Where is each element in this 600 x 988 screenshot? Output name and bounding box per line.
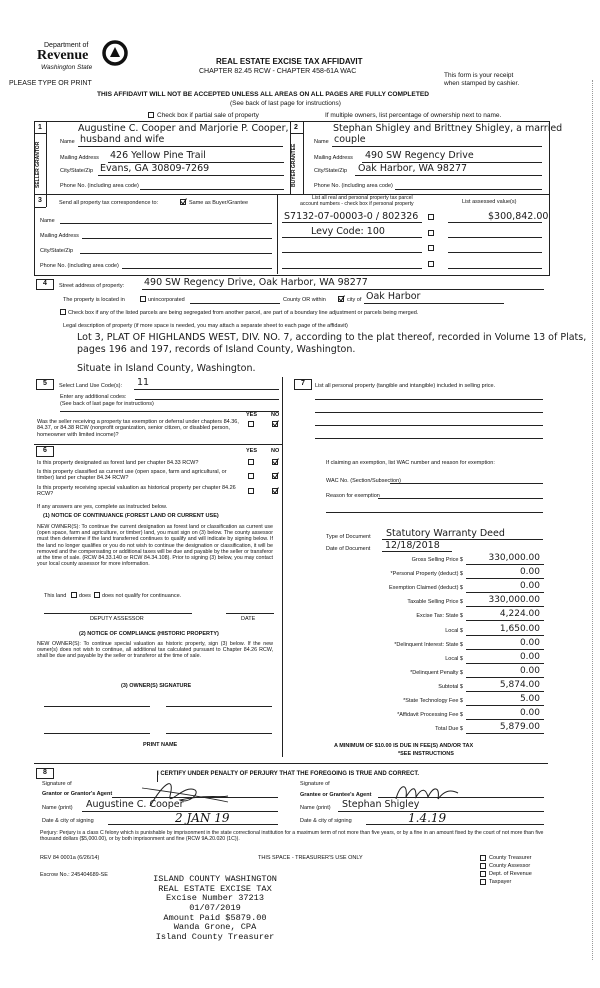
grantee-agent-label: Grantee or Grantee's Agent (300, 792, 372, 798)
tax-row-value[interactable]: 5,874.00 (499, 679, 540, 690)
stamp-line: Island County Treasurer (155, 931, 275, 942)
correspondence-phone-label: Phone No. (including area code) (40, 263, 119, 269)
certify-statement: I CERTIFY UNDER PENALTY OF PERJURY THAT THE FOREGOING IS TRUE AND CORRECT. (157, 771, 420, 777)
tax-row-value[interactable]: 330,000.00 (488, 553, 540, 563)
taxpayer-checkbox[interactable] (480, 879, 486, 885)
unincorporated-checkbox[interactable] (140, 296, 146, 302)
tax-row-label: *Affidavit Processing Fee $ (397, 712, 463, 719)
tax-row-value[interactable]: 0.00 (519, 665, 540, 676)
tax-row-value[interactable]: 5.00 (519, 694, 540, 704)
if-yes-note: If any answers are yes, complete as instructed below. (37, 504, 168, 510)
section-3-number: 3 (38, 197, 42, 204)
tax-row-value[interactable]: 0.00 (519, 637, 540, 648)
buyer-name-line1[interactable]: Stephan Shigley and Brittney Shigley, a married (333, 123, 563, 134)
form-subtitle: CHAPTER 82.45 RCW - CHAPTER 458-61A WAC (199, 68, 357, 75)
stamp-line: ISLAND COUNTY WASHINGTON (153, 874, 277, 884)
unincorporated-label: unincorporated (148, 297, 185, 303)
county-assessor-checkbox[interactable] (480, 863, 486, 869)
forest-land-question: Is this property designated as forest land per chapter 84.33 RCW? (37, 460, 199, 466)
tax-row-value[interactable]: 330,000.00 (488, 595, 540, 606)
treasurer-use-only: THIS SPACE - TREASURER'S USE ONLY (258, 855, 363, 861)
buyer-mailing[interactable]: 490 SW Regency Drive (365, 150, 474, 161)
copy-dept-revenue: Dept. of Revenue (489, 871, 532, 877)
deputy-assessor-label: DEPUTY ASSESSOR (90, 616, 144, 622)
partial-sale-label: Check box if partial sale of property (157, 112, 259, 119)
tax-row-value[interactable]: 0.00 (519, 708, 540, 719)
stamp-line: 01/07/2019 (189, 902, 241, 913)
section-5-no: NO (271, 412, 280, 418)
parcel-list-header-2: account numbers - check box if personal property (300, 201, 414, 207)
tax-row-value[interactable]: 4,224.00 (499, 609, 540, 620)
correspondence-name-label: Name (40, 218, 55, 224)
please-type: PLEASE TYPE OR PRINT (9, 80, 92, 87)
parcel-1-personal-checkbox[interactable] (428, 214, 434, 220)
print-name-label: PRINT NAME (143, 742, 178, 748)
minimum-fee-note: A MINIMUM OF $10.00 IS DUE IN FEE(S) AND/OR TAX (334, 743, 474, 749)
located-in-label: The property is located in (63, 297, 125, 303)
personal-property-label: List all personal property (tangible and intangible) included in selling price. (315, 383, 496, 389)
copy-county-treasurer: County Treasurer (489, 855, 532, 861)
buyer-name-line2[interactable]: couple (334, 134, 366, 145)
seller-exemption-yes-checkbox[interactable] (248, 421, 254, 427)
section-8-number: 8 (36, 768, 54, 779)
legal-line-3[interactable]: Situate in Island County, Washington. (77, 363, 256, 374)
exemption-claim-label: If claiming an exemption, list WAC number and reason for exemption: (326, 460, 495, 466)
tax-row-value[interactable]: 0.00 (519, 567, 540, 578)
tax-row-label: Local $ (445, 627, 463, 634)
see-instructions-note: *SEE INSTRUCTIONS (398, 751, 454, 757)
section-5-see-back: (See back of last page for instructions) (60, 401, 154, 407)
section-4-number: 4 (36, 279, 54, 290)
historic-question: Is this property receiving special valuation as historical property per chapter 84.26 RCW? (37, 485, 236, 498)
land-use-code[interactable]: 11 (137, 377, 150, 388)
grantor-name[interactable]: Augustine C. Cooper (86, 799, 184, 810)
seller-mailing-label: Mailing Address (60, 155, 99, 161)
tax-row-label: Gross Selling Price $ (411, 557, 463, 563)
see-back-note: (See back of last page for instructions) (230, 100, 341, 107)
checkmark-icon (272, 458, 279, 465)
same-as-buyer-label: Same as Buyer/Grantee (189, 200, 249, 206)
grantee-date[interactable]: 1.4.19 (408, 811, 447, 825)
notice-continuance-body: NEW OWNER(S): To continue the current designation as forest land or classification as current use (open space, farm and agriculture, or timber) land, you must sign on (3) below. The county assessor must then determine if the land transferred continues to qualify and will indicate by signing below. If the land no longer qualifies or you do not wish to continue the designation or classification, it will be removed and the compensating or additional taxes will be due and payable by the seller or transferor at the time of sale. (RCW 84.33.140 or RCW 84.34.108). Prior to signing (3) below, you may contact your local county assessor for more information. (37, 524, 273, 568)
dept-line3: Washington State (41, 64, 93, 71)
tax-row-label: Local $ (445, 655, 463, 662)
tax-row-label: Excise Tax: State $ (416, 613, 463, 620)
segregated-label: Check box if any of the listed parcels are being segregated from another parcel, are part of a boundary line adjustment or parcels being merged. (68, 310, 419, 316)
legal-description-label: Legal description of property (if more space is needed, you may attach a separate sheet to each page of the affidavit) (63, 323, 348, 329)
tax-row-label: Total Due $ (435, 726, 463, 733)
seller-name-line2[interactable]: husband and wife (80, 134, 165, 145)
grantee-name-label: Name (print) (300, 805, 331, 811)
stamp-line: Wanda Grone, CPA (173, 922, 257, 933)
parcel-4-personal-checkbox[interactable] (428, 261, 434, 267)
correspondence-city-label: City/State/Zip (40, 248, 74, 254)
buyer-city[interactable]: Oak Harbor, WA 98277 (358, 163, 468, 174)
dept-line1: Department of (44, 42, 89, 49)
buyer-side-label: BUYER GRANTEE (291, 143, 297, 187)
type-document-label: Type of Document (326, 534, 371, 540)
checkmark-icon (272, 420, 279, 427)
warning-banner: THIS AFFIDAVIT WILL NOT BE ACCEPTED UNLESS ALL AREAS ON ALL PAGES ARE FULLY COMPLETED (97, 91, 430, 98)
forest-yes-checkbox[interactable] (248, 459, 254, 465)
tax-row-value[interactable]: 0.00 (519, 651, 540, 662)
tax-row-label: Subtotal $ (438, 683, 463, 690)
parcel-3-personal-checkbox[interactable] (428, 245, 434, 251)
does-qualify-checkbox[interactable] (71, 592, 77, 598)
tax-row-label: *Personal Property (deduct) $ (390, 571, 463, 578)
escrow-number: Escrow No.: 245404689-SE (40, 872, 108, 878)
county-treasurer-checkbox[interactable] (480, 855, 486, 861)
section-5-yes: YES (246, 412, 258, 418)
perjury-notice: Perjury: Perjury is a class C felony which is punishable by imprisonment in the state correctional institution for a maximum term of not more than five years, or by a fine in an amount fixed by the court of not more than five thousand dollars ($5,000.00), or by both imprisonment and fine (RCW 9A.20.020 (1C)). (40, 830, 544, 842)
grantor-signature-label: Signature of (42, 781, 72, 787)
land-use-label: Select Land Use Code(s): (59, 383, 122, 389)
receipt-note-2: when stamped by cashier. (444, 80, 520, 87)
grantor-date-label: Date & city of signing (42, 818, 94, 824)
notice-compliance-title: (2) NOTICE OF COMPLIANCE (HISTORIC PROPERTY) (79, 631, 219, 637)
date-document[interactable]: 12/18/2018 (385, 540, 440, 551)
tax-row-label: *Delinquent Interest: State $ (394, 641, 463, 648)
wac-number-label: WAC No. (Section/Subsection) (326, 478, 401, 484)
stamp-line: REAL ESTATE EXCISE TAX (158, 883, 272, 894)
section-6-no: NO (271, 448, 280, 454)
reason-exemption-label: Reason for exemption (326, 493, 380, 499)
dept-revenue-checkbox[interactable] (480, 871, 486, 877)
buyer-city-label: City/State/Zip (314, 168, 348, 174)
notice-compliance-body: NEW OWNER(S): To continue special valuation as historic property, sign (3) below. If the new owner(s) does not wish to continue, all additional tax calculated pursuant to Chapter 84.26 RCW, shall be due and payable by the seller or transferor at the time of sale. (37, 641, 273, 660)
seller-side-label: SELLER GRANTOR (35, 141, 41, 189)
seller-phone-label: Phone No. (including area code) (60, 183, 139, 189)
assessor-date-label: DATE (241, 616, 256, 622)
checkmark-icon (180, 198, 187, 205)
rev-form-number: REV 84 0001a (6/26/14) (40, 855, 100, 861)
does-not-qualify-checkbox[interactable] (94, 592, 100, 598)
county-or-within-label: County OR within (283, 297, 326, 303)
does-label: does (79, 593, 91, 599)
seller-city[interactable]: Evans, GA 30809-7269 (100, 163, 210, 174)
copy-taxpayer: Taxpayer (489, 879, 512, 885)
section-6-yes: YES (246, 448, 258, 454)
buyer-mailing-label: Mailing Address (314, 155, 353, 161)
checkmark-icon (338, 295, 345, 302)
parcel-2-personal-checkbox[interactable] (428, 230, 434, 236)
logo (34, 42, 134, 78)
grantor-name-label: Name (print) (42, 805, 73, 811)
type-document[interactable]: Statutory Warranty Deed (386, 528, 505, 539)
section-7-number: 7 (294, 379, 312, 390)
tax-row-label: *Delinquent Penalty $ (410, 669, 463, 676)
street-address-label: Street address of property: (59, 283, 125, 289)
checkmark-icon (272, 487, 279, 494)
tax-row-label: *State Technology Fee $ (403, 698, 463, 704)
parcel-number[interactable]: S7132-07-00003-0 / 802326 (284, 211, 419, 222)
grantee-name[interactable]: Stephan Shigley (342, 799, 420, 810)
date-document-label: Date of Document (326, 546, 371, 552)
seller-exemption-question: Was the seller receiving a property tax exemption or deferral under chapters 84.36, 84.37, or 84.38 RCW (nonprofit organization, senior citizen, or disabled person, homeowner with limited income)? (37, 419, 239, 438)
property-city[interactable]: Oak Harbor (366, 291, 421, 302)
section-2-number: 2 (294, 124, 298, 131)
tax-row-label: Taxable Selling Price $ (407, 599, 463, 606)
partial-sale-checkbox[interactable] (148, 112, 154, 118)
tax-row-value[interactable]: 0.00 (519, 581, 540, 592)
additional-codes-label: Enter any additional codes: (60, 394, 127, 400)
correspondence-mailing-label: Mailing Address (40, 233, 79, 239)
grantee-date-label: Date & city of signing (300, 818, 352, 824)
this-land-label: This land (44, 593, 67, 599)
buyer-phone-label: Phone No. (including area code) (314, 183, 393, 189)
assessed-value[interactable]: $300,842.00 (488, 211, 549, 222)
checkmark-icon (272, 472, 279, 479)
section-1-number: 1 (38, 124, 42, 131)
stamp-line: Amount Paid $5879.00 (163, 912, 267, 923)
seller-city-label: City/State/Zip (60, 168, 94, 174)
section-6-number: 6 (36, 446, 54, 457)
current-use-question: Is this property classified as current use (open space, farm and agricultural, or timber) land per chapter 84.34 RCW? (37, 469, 227, 482)
street-address[interactable]: 490 SW Regency Drive, Oak Harbor, WA 98277 (144, 277, 368, 288)
seller-mailing[interactable]: 426 Yellow Pine Trail (110, 150, 206, 161)
legal-line-1[interactable]: Lot 3, PLAT OF HIGHLANDS WEST, DIV. NO. 7, according to the plat thereof, recorded in Volume 13 of Plats, (77, 332, 587, 343)
notice-continuance-title: (1) NOTICE OF CONTINUANCE (FOREST LAND OR CURRENT USE) (43, 513, 219, 519)
tax-row-value[interactable]: 1,650.00 (499, 623, 540, 634)
city-of-label: city of (347, 297, 362, 303)
grantee-signature-label: Signature of (300, 781, 330, 787)
grantor-agent-label: Grantor or Grantor's Agent (42, 791, 113, 797)
copy-county-assessor: County Assessor (489, 863, 531, 869)
stamp-line: Excise Number 37213 (166, 893, 264, 904)
owner-signature-label: (3) OWNER(S) SIGNATURE (121, 683, 192, 689)
levy-code[interactable]: Levy Code: 100 (311, 226, 385, 237)
send-correspondence-label: Send all property tax correspondence to: (59, 200, 159, 206)
form-title: REAL ESTATE EXCISE TAX AFFIDAVIT (216, 57, 363, 66)
does-not-label: does not qualify for continuance. (102, 593, 182, 599)
revenue-logo-icon (102, 40, 128, 66)
section-5-number: 5 (36, 379, 54, 390)
dept-line2: Revenue (37, 48, 89, 63)
tax-row-label: Exemption Claimed (deduct) $ (389, 585, 463, 592)
tax-row-value[interactable]: 5,879.00 (499, 722, 540, 733)
current-use-yes-checkbox[interactable] (248, 473, 254, 479)
historic-yes-checkbox[interactable] (248, 488, 254, 494)
buyer-name-label: Name (314, 139, 329, 145)
treasurer-stamp (130, 875, 300, 942)
receipt-note-1: This form is your receipt (444, 72, 514, 79)
legal-line-2[interactable]: pages 196 and 197, records of Island County, Washington. (77, 344, 356, 355)
multiple-owners-note: If multiple owners, list percentage of ownership next to name. (325, 112, 502, 119)
seller-name-line1[interactable]: Augustine C. Cooper and Marjorie P. Cooper, (78, 123, 289, 134)
parcel-list-header-1: List all real and personal property tax parcel (312, 195, 413, 201)
segregated-checkbox[interactable] (60, 309, 66, 315)
seller-name-label: Name (60, 139, 75, 145)
grantor-date[interactable]: 2 JAN 19 (175, 811, 230, 825)
right-margin-line (592, 80, 593, 960)
assessed-header: List assessed value(s) (462, 199, 517, 205)
